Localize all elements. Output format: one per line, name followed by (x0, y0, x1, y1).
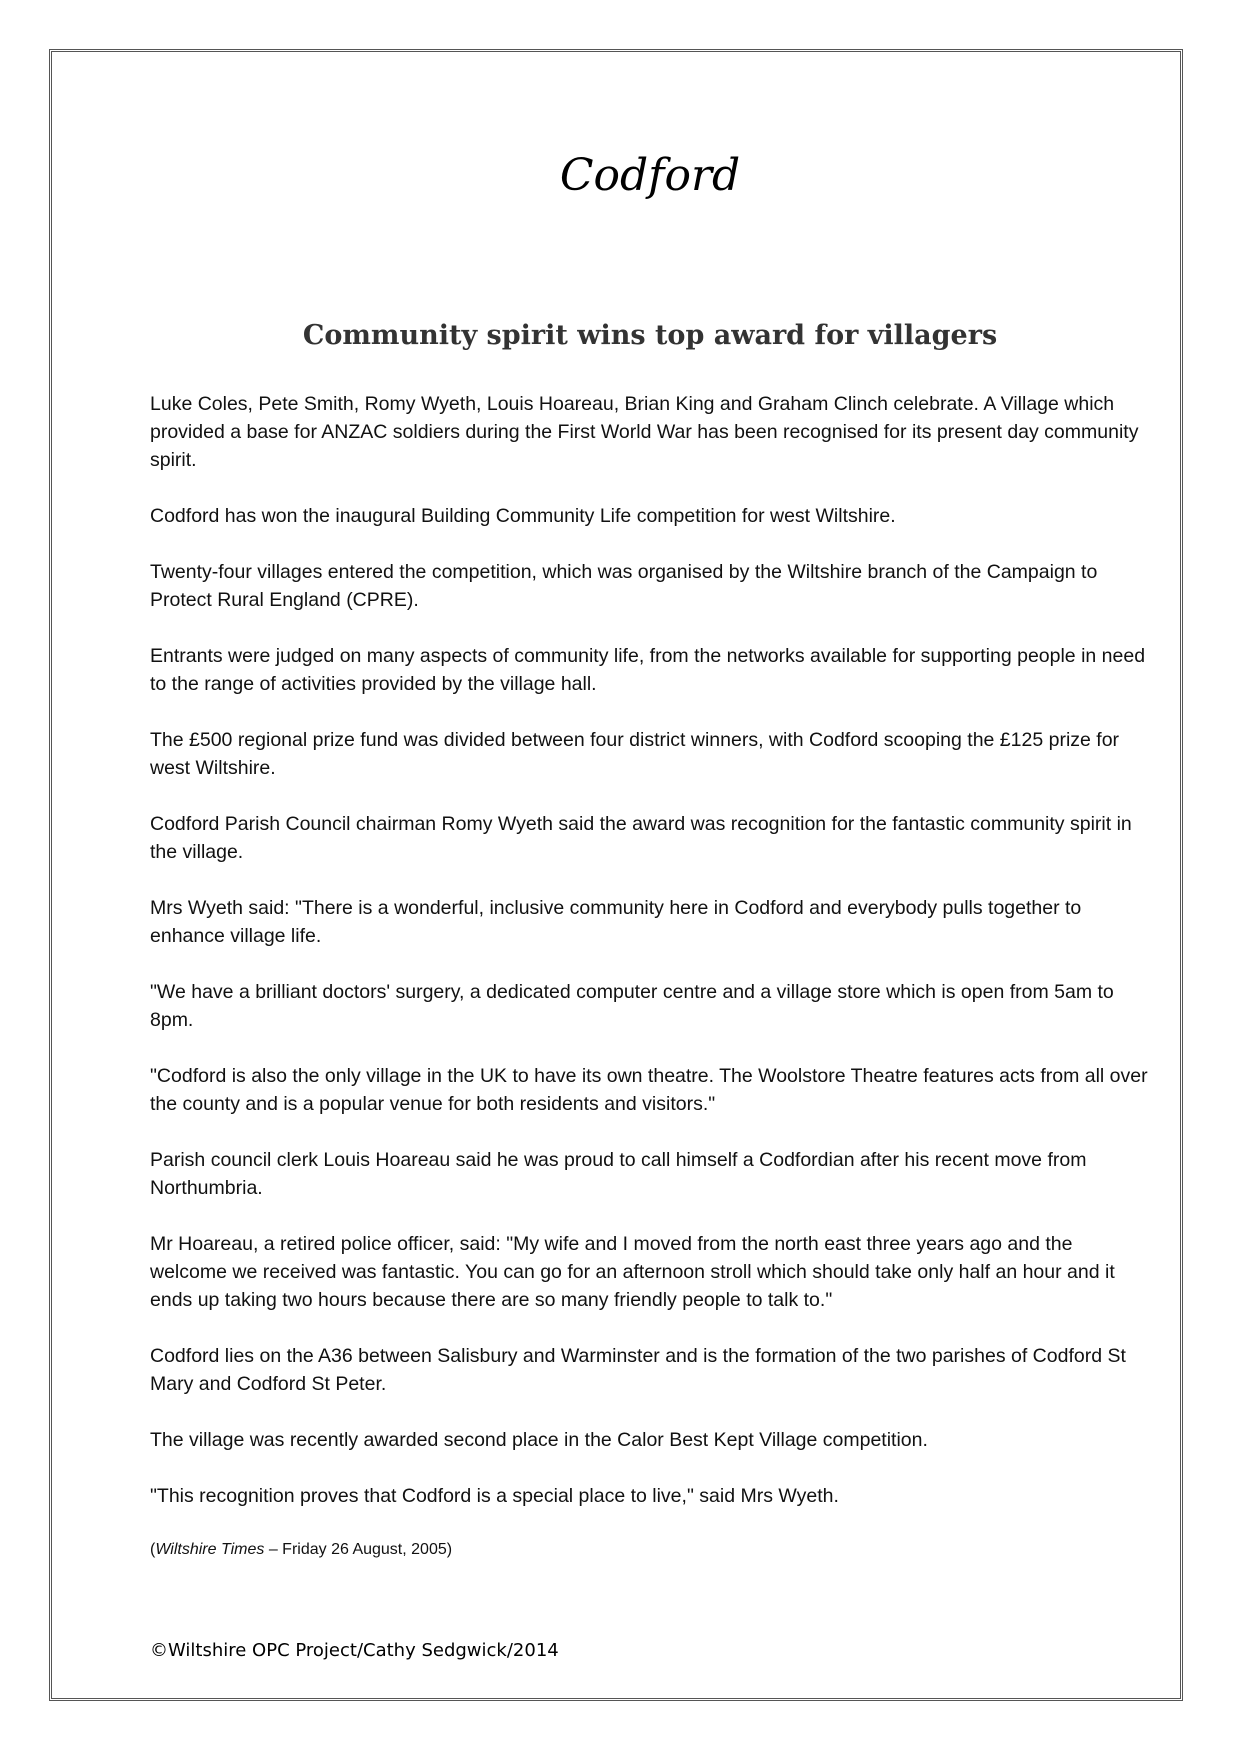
copyright-footer: ©Wiltshire OPC Project/Cathy Sedgwick/2014 (150, 1640, 559, 1661)
article-paragraph: Mrs Wyeth said: "There is a wonderful, inclusive community here in Codford and everybody pulls together to enhance village life. (150, 897, 1082, 947)
source-date: – Friday 26 August, 2005) (264, 1541, 453, 1558)
article-paragraph: Codford lies on the A36 between Salisbury and Warminster and is the formation of the two parishes of Codford St Mary and Codford St Peter. (150, 1345, 1126, 1395)
article-paragraph: Twenty-four villages entered the competition, which was organised by the Wiltshire branch of the Campaign to Protect Rural England (CPRE). (150, 561, 1098, 611)
article-paragraph: "This recognition proves that Codford is a special place to live," said Mrs Wyeth. (150, 1485, 839, 1507)
article-paragraph: Parish council clerk Louis Hoareau said he was proud to call himself a Codfordian after his recent move from Northumbria. (150, 1149, 1087, 1199)
article-paragraph: Entrants were judged on many aspects of community life, from the networks available for supporting people in need to the range of activities provided by the village hall. (150, 645, 1146, 695)
article-paragraph: The £500 regional prize fund was divided between four district winners, with Codford scooping the £125 prize for west Wiltshire. (150, 729, 1120, 779)
article-paragraph: "Codford is also the only village in the UK to have its own theatre. The Woolstore Theatre features acts from all over the county and is a popular venue for both residents and visitors." (150, 1065, 1148, 1115)
article-body (150, 390, 1150, 1590)
source-citation: (Wiltshire Times – Friday 26 August, 2005) (150, 1541, 453, 1558)
article-paragraph: Mr Hoareau, a retired police officer, said: "My wife and I moved from the north east three years ago and the welcome we received was fantastic. You can go for an afternoon stroll which should take only half an hour and it ends up taking two hours because there are so many friendly people to talk to." (150, 1233, 1115, 1311)
source-publication: Wiltshire Times (155, 1541, 265, 1558)
article-paragraph: The village was recently awarded second place in the Calor Best Kept Village competition. (150, 1429, 928, 1451)
village-title: Codford (559, 150, 741, 201)
article-headline: Community spirit wins top award for villagers (302, 320, 998, 351)
article-paragraph: Codford Parish Council chairman Romy Wyeth said the award was recognition for the fantastic community spirit in the village. (150, 813, 1132, 863)
article-paragraph: Luke Coles, Pete Smith, Romy Wyeth, Louis Hoareau, Brian King and Graham Clinch celebrate. A Village which provided a base for ANZAC soldiers during the First World War has been recognised for its present day community spirit. (150, 393, 1139, 471)
article-paragraph: Codford has won the inaugural Building Community Life competition for west Wiltshire. (150, 505, 896, 527)
article-paragraph: "We have a brilliant doctors' surgery, a dedicated computer centre and a village store which is open from 5am to 8pm. (150, 981, 1114, 1031)
